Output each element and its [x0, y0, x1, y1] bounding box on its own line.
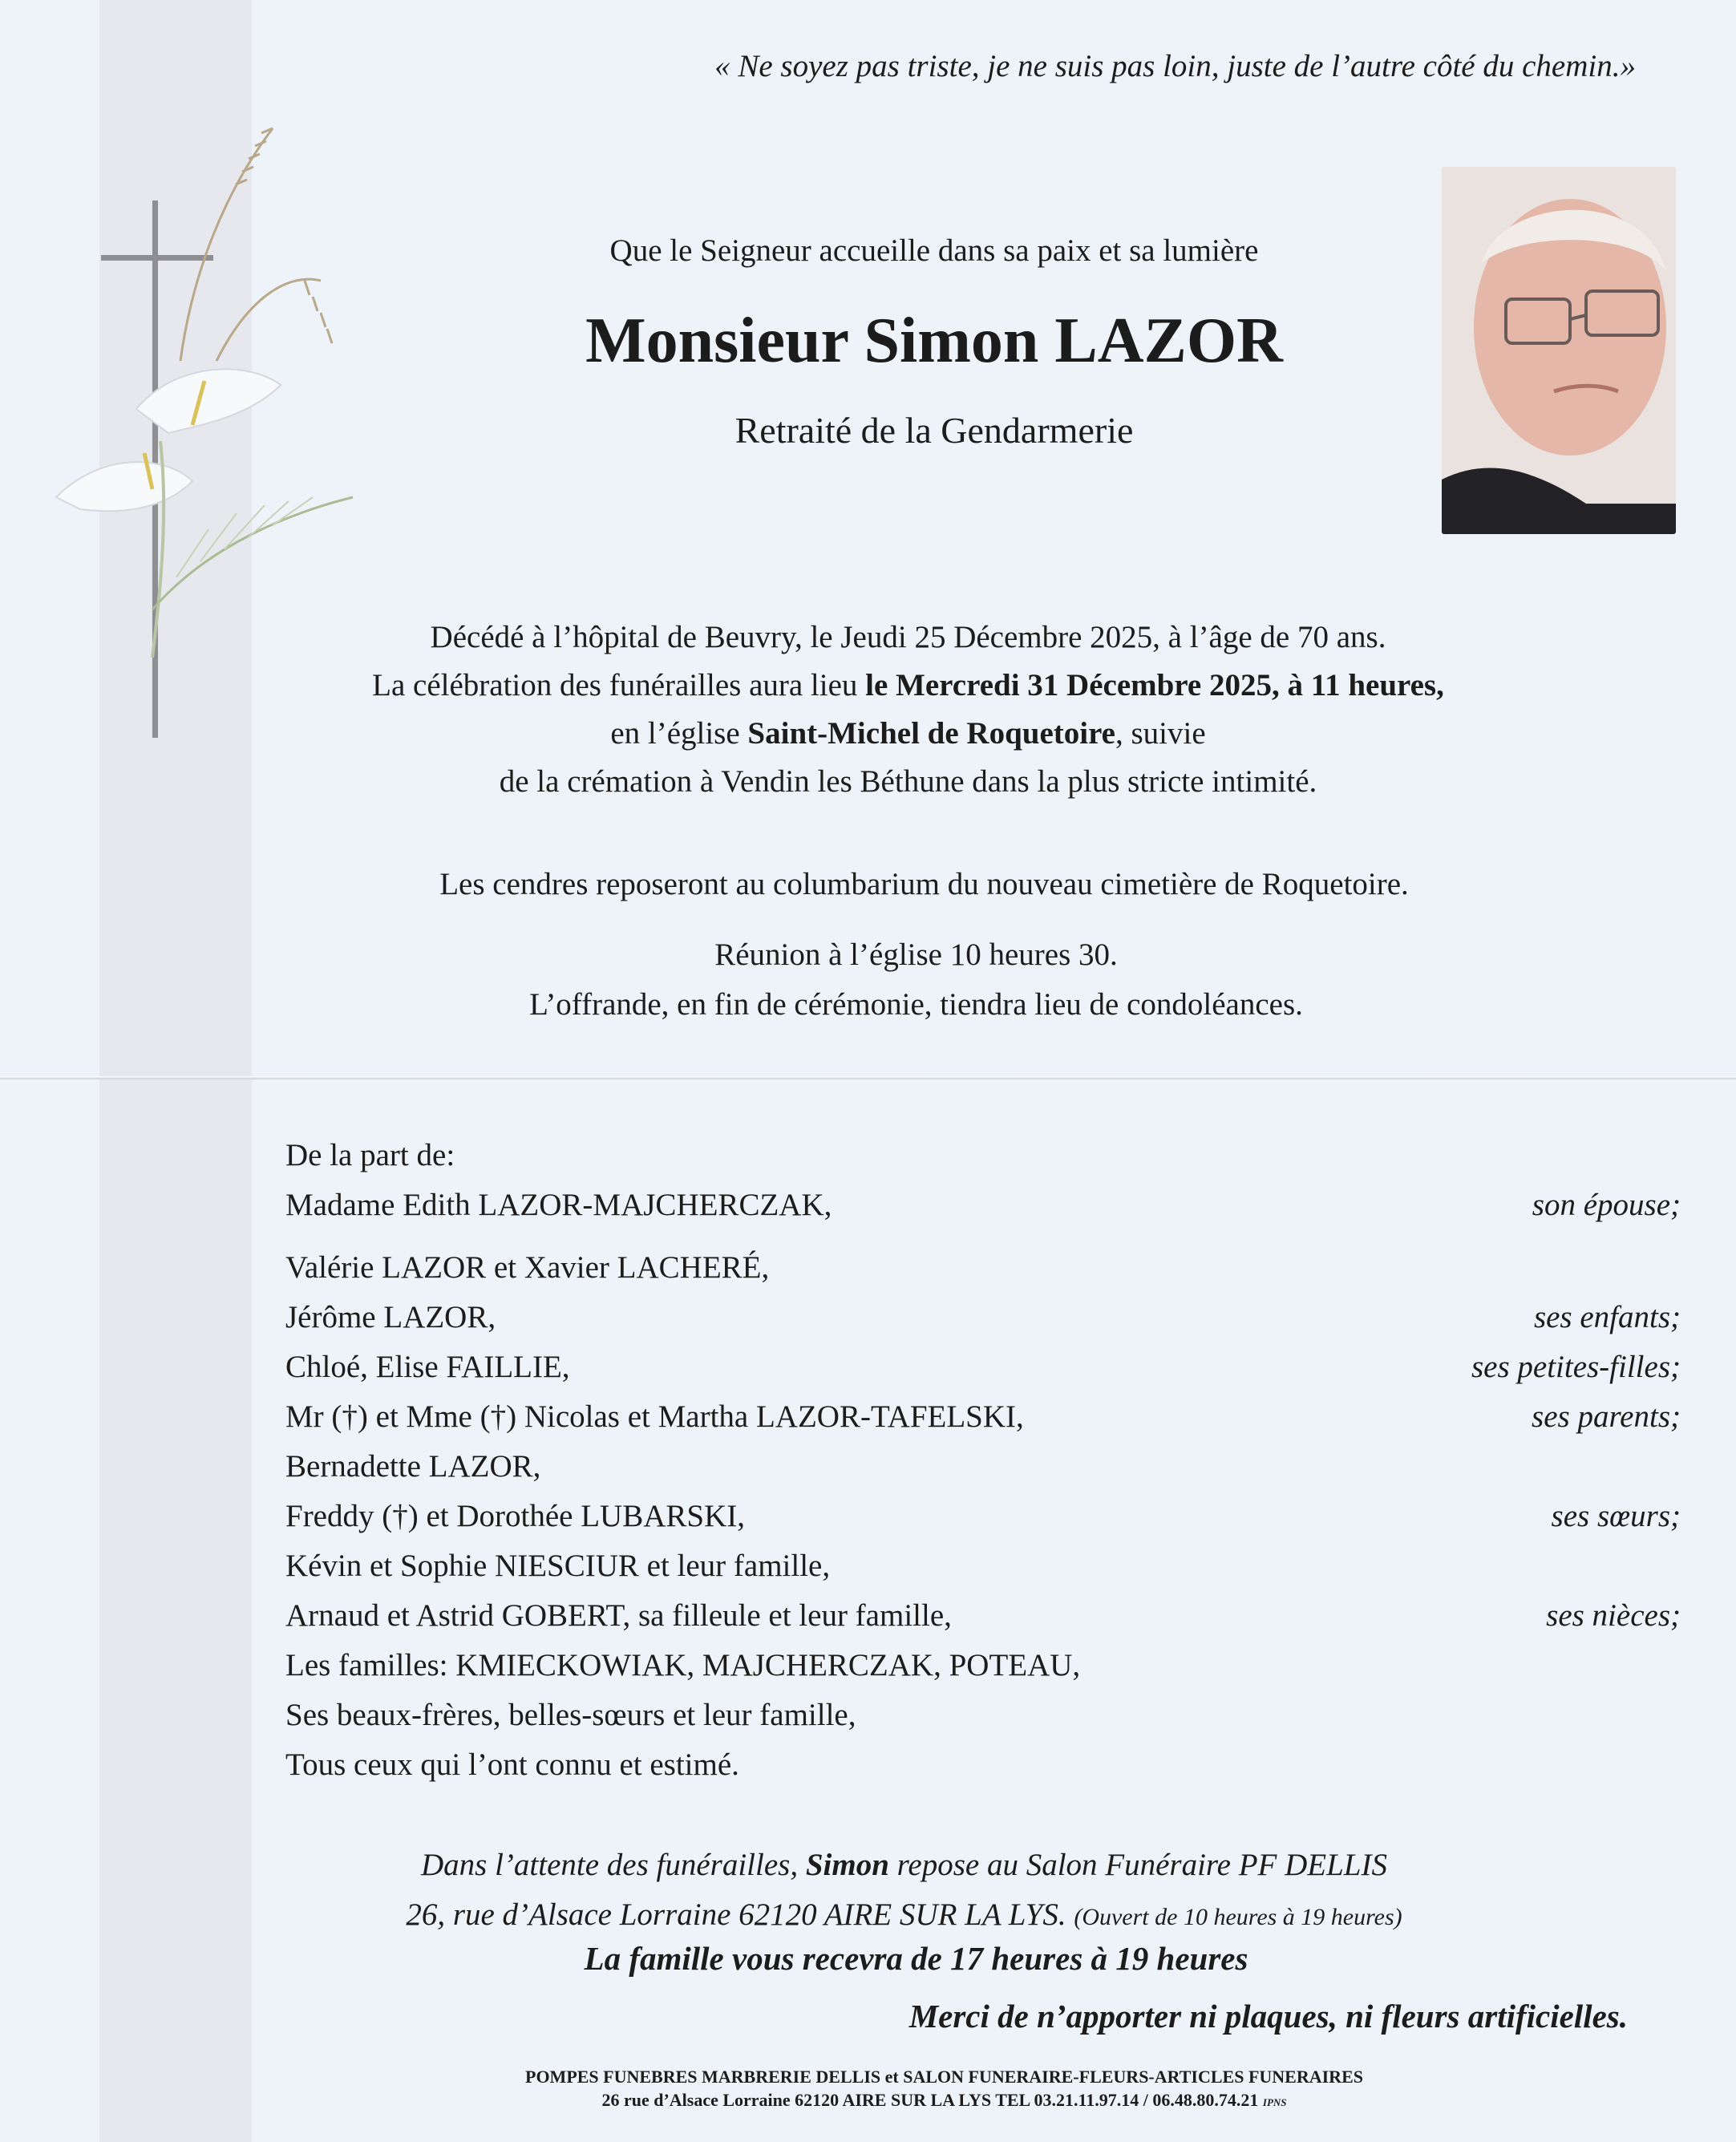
ashes-line: Les cendres reposeront au columbarium du nouveau cimetière de Roquetoire. — [439, 867, 1409, 901]
funeral-home-contact — [0, 2090, 1736, 2111]
vigil-line — [72, 1840, 1736, 1890]
death-notice-line: Décédé à l’hôpital de Beuvry, le Jeudi 25 Décembre 2025, à l’âge de 70 ans. — [430, 620, 1386, 654]
family-row — [285, 1237, 1681, 1249]
funeral-date-prefix: La célébration des funérailles aura lieu — [372, 668, 866, 703]
funeral-home-address: 26 rue d’Alsace Lorraine 62120 AIRE SUR LA LYS TEL 03.21.11.97.14 / 06.48.80.74.21 — [601, 2090, 1263, 2110]
family-list — [285, 1187, 1681, 1796]
family-row — [285, 1498, 1681, 1548]
vigil-address: 26, rue d’Alsace Lorraine 62120 AIRE SUR LA LYS. — [406, 1897, 1074, 1932]
church-line — [80, 710, 1736, 758]
family-row — [285, 1299, 1681, 1349]
opening-hours: (Ouvert de 10 heures à 19 heures) — [1074, 1904, 1402, 1930]
vigil-prefix: Dans l’attente des funérailles, — [421, 1848, 806, 1882]
family-relation: ses petites-filles; — [1471, 1350, 1681, 1384]
portrait-photo — [1442, 167, 1676, 534]
vigil-address-line — [72, 1890, 1736, 1942]
family-member-name: Arnaud et Astrid GOBERT, sa filleule et leur famille, — [285, 1598, 952, 1633]
wheat-icon — [180, 128, 332, 361]
funeral-date-line — [80, 662, 1736, 710]
family-member-name: Les familles: KMIECKOWIAK, MAJCHERCZAK, POTEAU, — [285, 1648, 1081, 1682]
portrait-illustration — [1442, 167, 1676, 534]
family-relation: ses nièces; — [1546, 1598, 1681, 1633]
family-intro: De la part de: — [285, 1138, 455, 1172]
family-member-name: Jérôme LAZOR, — [285, 1300, 496, 1334]
family-row — [285, 1399, 1681, 1448]
family-member-name: Freddy (†) et Dorothée LUBARSKI, — [285, 1499, 745, 1533]
family-row — [285, 1697, 1681, 1747]
cremation-line: de la crémation à Vendin les Béthune dans la plus stricte intimité. — [499, 764, 1317, 799]
family-member-name: Chloé, Elise FAILLIE, — [285, 1350, 570, 1384]
church-suffix: , suivie — [1115, 716, 1206, 751]
no-flowers-request: Merci de n’apporter ni plaques, ni fleurs artificielles. — [908, 1998, 1628, 2035]
death-notice — [0, 613, 1736, 806]
meeting-time: Réunion à l’église 10 heures 30. — [714, 937, 1118, 972]
deceased-name: Monsieur Simon LAZOR — [585, 306, 1283, 376]
family-relation: ses sœurs; — [1551, 1499, 1681, 1533]
family-row — [285, 1747, 1681, 1796]
meeting-info — [0, 930, 1736, 1030]
church-prefix: en l’église — [610, 716, 748, 751]
family-row — [285, 1349, 1681, 1399]
funeral-date: le Mercredi 31 Décembre 2025, à 11 heures, — [865, 668, 1444, 703]
family-row — [285, 1249, 1681, 1299]
memorial-quote: « Ne soyez pas triste, je ne suis pas loin, juste de l’autre côté du chemin.» — [714, 49, 1636, 83]
church-name: Saint-Michel de Roquetoire — [747, 716, 1115, 751]
family-member-name: Ses beaux-frères, belles-sœurs et leur famille, — [285, 1698, 856, 1732]
family-row — [285, 1548, 1681, 1597]
page-fold-line — [0, 1076, 1736, 1079]
vigil-info — [0, 1840, 1736, 1942]
deceased-title: Retraité de la Gendarmerie — [734, 410, 1134, 451]
family-member-name: Tous ceux qui l’ont connu et estimé. — [285, 1747, 739, 1782]
family-row — [285, 1647, 1681, 1697]
family-reception-hours: La famille vous recevra de 17 heures à 19 heures — [584, 1940, 1248, 1977]
family-member-name: Madame Edith LAZOR-MAJCHERCZAK, — [285, 1188, 832, 1222]
family-member-name: Kévin et Sophie NIESCIUR et leur famille, — [285, 1549, 831, 1583]
offering-note: L’offrande, en fin de cérémonie, tiendra lieu de condoléances. — [529, 987, 1303, 1022]
family-relation: ses parents; — [1532, 1399, 1681, 1434]
family-relation: ses enfants; — [1533, 1300, 1681, 1334]
family-member-name: Mr (†) et Mme (†) Nicolas et Martha LAZOR-TAFELSKI, — [285, 1399, 1024, 1434]
vigil-first-name: Simon — [805, 1848, 889, 1882]
ipns-mark: IPNS — [1262, 2096, 1287, 2108]
family-row — [285, 1448, 1681, 1498]
family-row — [285, 1597, 1681, 1647]
family-member-name: Valérie LAZOR et Xavier LACHERÉ, — [285, 1250, 770, 1285]
funeral-home-name: POMPES FUNEBRES MARBRERIE DELLIS et SALON FUNERAIRE-FLEURS-ARTICLES FUNERAIRES — [525, 2067, 1363, 2087]
family-member-name: Bernadette LAZOR, — [285, 1449, 541, 1484]
vigil-suffix: repose au Salon Funéraire PF DELLIS — [888, 1848, 1387, 1882]
family-row — [285, 1187, 1681, 1237]
family-relation: son épouse; — [1532, 1188, 1681, 1222]
blessing-line: Que le Seigneur accueille dans sa paix et sa lumière — [609, 233, 1259, 268]
